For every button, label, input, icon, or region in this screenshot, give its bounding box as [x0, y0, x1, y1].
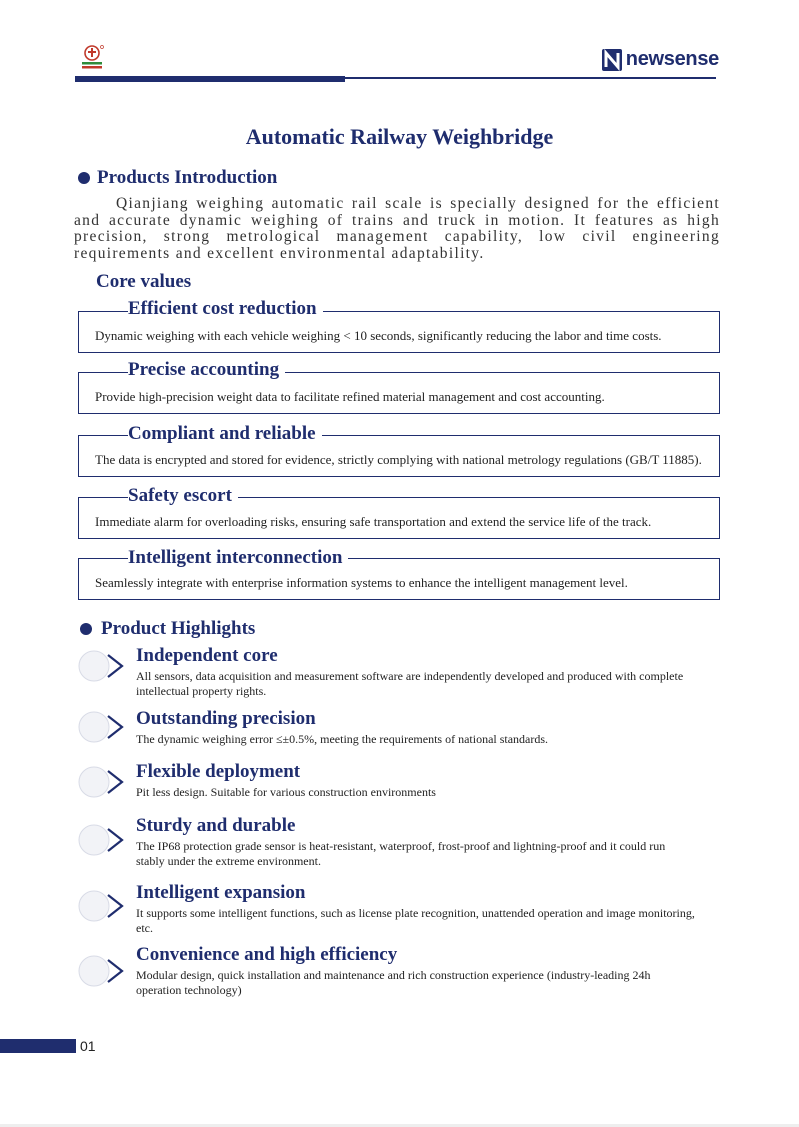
brand-logo — [602, 48, 719, 71]
highlights-heading — [80, 618, 255, 640]
core-value-text: Seamlessly integrate with enterprise information systems to enhance the intelligent management level. — [95, 575, 628, 590]
intro-paragraph: Qianjiang weighing automatic rail scale is specially designed for the efficient and accurate dynamic weighing of trains and truck in motion. It features as high precision, strong metrological management capability, low civil engineering requirements and excellent environmental adaptability. — [74, 195, 720, 262]
intro-heading-text: Products Introduction — [97, 167, 278, 188]
core-value-text: Provide high-precision weight data to facilitate refined material management and cost accounting. — [95, 389, 605, 404]
chevron-right-icon — [78, 823, 126, 857]
highlight-text: It supports some intelligent functions, such as license plate recognition, unattended operation and image monitoring, etc. — [136, 906, 695, 935]
highlight-text: The dynamic weighing error ≤±0.5%, meeting the requirements of national standards. — [136, 732, 549, 746]
core-value-text: Immediate alarm for overloading risks, ensuring safe transportation and extend the service life of the track. — [95, 514, 652, 529]
chevron-right-icon — [78, 889, 126, 923]
chevron-right-icon — [78, 710, 126, 744]
company-logo-icon — [80, 44, 106, 72]
highlights-heading-text: Product Highlights — [101, 618, 256, 639]
highlight-text: Pit less design. Suitable for various construction environments — [136, 785, 436, 799]
core-value-title: Precise accounting — [128, 359, 285, 381]
page-number: 01 — [80, 1038, 96, 1054]
highlight-text: All sensors, data acquisition and measurement software are independently developed and produced with complete intellectual property rights. — [136, 669, 684, 698]
chevron-right-icon — [78, 649, 126, 683]
core-values-heading: Core values — [96, 271, 192, 292]
bullet-dot-icon — [80, 623, 92, 635]
core-value-title: Compliant and reliable — [128, 423, 322, 445]
chevron-right-icon — [78, 765, 126, 799]
highlight-text: The IP68 protection grade sensor is heat-resistant, waterproof, frost-proof and lightning-proof and it could run stably under the extreme environment. — [136, 839, 666, 868]
highlight-title: Flexible deployment — [136, 761, 301, 782]
core-value-text: Dynamic weighing with each vehicle weighing < 10 seconds, significantly reducing the labor and time costs. — [95, 328, 662, 343]
highlight-title: Independent core — [136, 645, 278, 666]
header-rule-thick — [75, 76, 345, 82]
highlight-title: Convenience and high efficiency — [136, 944, 398, 965]
core-value-text: The data is encrypted and stored for evidence, strictly complying with national metrology regulations (GB/T 11885). — [95, 452, 702, 467]
page-title: Automatic Railway Weighbridge — [245, 124, 554, 149]
brand-mark-icon — [602, 49, 622, 71]
highlight-text: Modular design, quick installation and maintenance and rich construction experience (industry-leading 24h operation technology) — [136, 968, 651, 997]
highlight-title: Sturdy and durable — [136, 815, 296, 836]
core-value-title: Intelligent interconnection — [128, 547, 348, 569]
core-value-title: Efficient cost reduction — [128, 298, 323, 320]
header-rule-thin — [345, 77, 716, 79]
highlight-title: Intelligent expansion — [136, 882, 306, 903]
brand-name: newsense — [625, 48, 719, 70]
intro-heading — [78, 167, 277, 189]
footer-bar — [0, 1039, 76, 1053]
highlight-title: Outstanding precision — [136, 708, 316, 729]
core-value-title: Safety escort — [128, 485, 238, 507]
chevron-right-icon — [78, 954, 126, 988]
bullet-dot-icon — [78, 172, 90, 184]
